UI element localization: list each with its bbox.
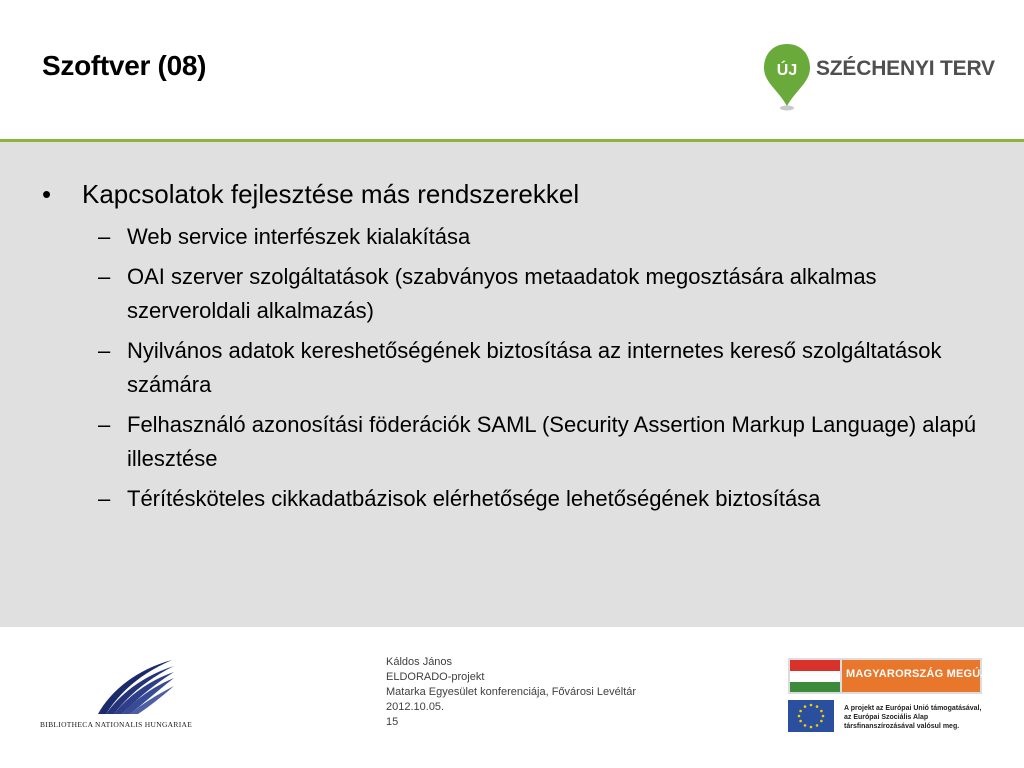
sub-bullet-text: Web service interfészek kialakítása [127, 224, 471, 249]
pin-label: ÚJ [776, 62, 798, 79]
bullet-marker: • [42, 179, 52, 209]
sub-bullet-text: Nyilvános adatok kereshetőségének biztosítása az internetes kereső szolgáltatások számára [127, 338, 942, 397]
sub-bullet [98, 334, 992, 402]
dash-marker: – [98, 486, 111, 511]
location-pin-icon [762, 42, 812, 112]
footer-meta [386, 655, 636, 730]
eu-text-line: az Európai Szociális Alap [844, 714, 929, 721]
sub-bullet [98, 260, 992, 328]
footer-project: ELDORADO-projekt [386, 671, 485, 683]
szechenyi-terv-logo [762, 42, 995, 112]
sub-bullet-text: Térítésköteles cikkadatbázisok elérhetősége lehetőségének biztosítása [127, 486, 821, 511]
main-bullet-text: Kapcsolatok fejlesztése más rendszerekkel [82, 179, 580, 209]
szechenyi-terv-text: SZÉCHENYI TERV [816, 57, 995, 80]
library-swoosh-icon [40, 652, 215, 718]
eu-funding-logo [788, 700, 988, 736]
dash-marker: – [98, 224, 111, 249]
footer-author: Káldos János [386, 656, 453, 668]
sub-bullet [98, 220, 992, 254]
magyarorszag-megujul-logo [788, 658, 1002, 694]
dash-marker: – [98, 264, 111, 289]
bullet-list [42, 178, 992, 522]
dash-marker: – [98, 412, 111, 437]
page-number: 15 [386, 716, 399, 728]
eu-funding-text [844, 704, 981, 731]
slide-title: Szoftver (08) [42, 50, 207, 81]
eu-flag-icon [788, 700, 834, 732]
sub-bullet [98, 408, 992, 476]
dash-marker: – [98, 338, 111, 363]
eu-text-line: társfinanszírozásával valósul meg. [844, 723, 960, 730]
footer-date: 2012.10.05. [386, 701, 445, 713]
eu-text-line: A projekt az Európai Unió támogatásával, [844, 705, 982, 712]
bnh-caption: BIBLIOTHECA NATIONALIS HUNGARIAE [40, 720, 193, 729]
main-bullet [42, 178, 992, 210]
slide-header [0, 0, 1024, 140]
sub-bullet-text: Felhasználó azonosítási föderációk SAML (Security Assertion Markup Language) alapú illesztése [127, 412, 977, 471]
bibliotheca-nationalis-logo [40, 652, 215, 742]
sub-bullet-text: OAI szerver szolgáltatások (szabványos metaadatok megosztására alkalmas szerveroldali alkalmazás) [127, 264, 877, 323]
footer-event: Matarka Egyesület konferenciája, Fővárosi Levéltár [386, 686, 637, 698]
magyarorszag-megujul-text: MAGYARORSZÁG MEGÚJUL [846, 668, 1002, 680]
sub-bullet [98, 482, 992, 516]
